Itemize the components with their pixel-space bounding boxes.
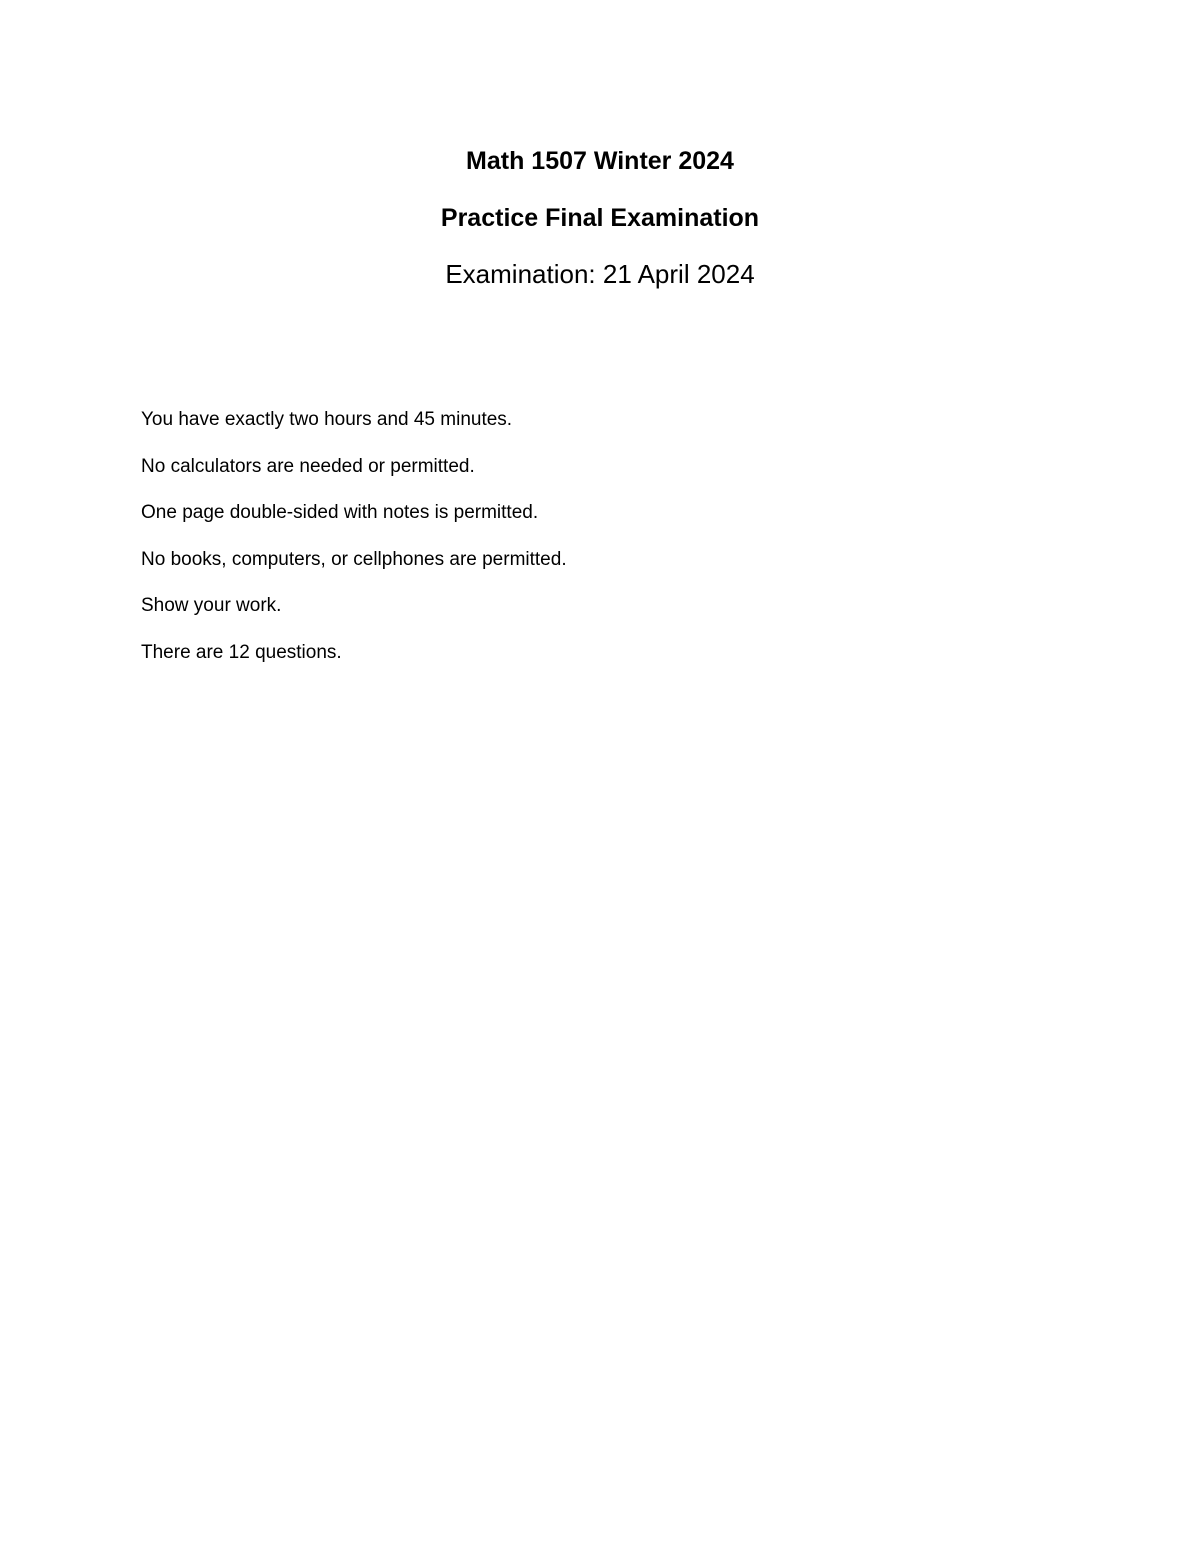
instruction-item: There are 12 questions. (141, 641, 342, 663)
instruction-item: No calculators are needed or permitted. (141, 455, 475, 477)
instruction-item: No books, computers, or cellphones are permitted. (141, 548, 567, 570)
exam-title: Practice Final Examination (440, 204, 760, 232)
instruction-item: One page double-sided with notes is permitted. (141, 502, 539, 524)
instruction-item: You have exactly two hours and 45 minutes. (141, 409, 513, 430)
instructions-list (141, 405, 1041, 685)
instruction-item: Show your work. (141, 595, 282, 617)
course-title: Math 1507 Winter 2024 (466, 147, 734, 175)
exam-date: Examination: 21 April 2024 (445, 259, 755, 289)
exam-header (0, 140, 1200, 295)
